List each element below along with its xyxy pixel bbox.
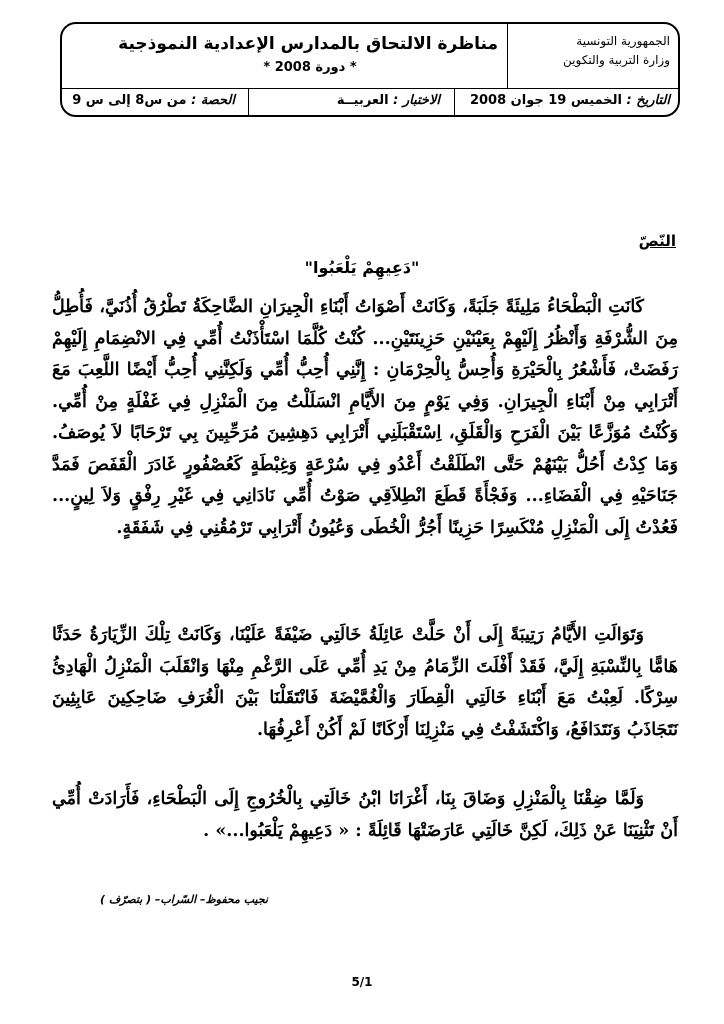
subject-label: الاختبار : — [393, 93, 440, 108]
subject-value: العربيــة — [336, 93, 389, 108]
exam-time — [72, 93, 235, 108]
exam-header — [60, 22, 680, 117]
date-value: الخميس 19 جوان 2008 — [469, 93, 622, 108]
ministry-name: وزارة التربية والتكوين — [563, 53, 670, 67]
text-paragraph: كَانَتِ الْبَطْحَاءُ مَلِيئَةً جَلَبَةً، وَكَانَتْ أَصْوَاتُ أَبْنَاءِ الْجِيرَانِ الضَّاحِكَةُ تَطْرُقُ أُذُنَيَّ، فَأُطِلُّ مِنَ الشُّرْفَةِ وَأَنْظُرُ إِلَيْهِمْ بِعَيْنَيْنِ حَزِينَتَيْنِ... كُنْتُ كُلَّمَا اسْتَأْذَنْتُ أُمِّي فِي الانْضِمَامِ إِلَيْهِمْ رَفَضَتْ، فَأَشْعُرُ بِالْحَيْرَةِ وَأُحِسُّ بِالْحِرْمَانِ : إِنَّنِي أُحِبُّ أُمِّي وَلَكِنَّنِي أُحِبُّ أَيْضًا اللَّعِبَ مَعَ أَتْرَابِي مِنْ أَبْنَاءِ الْجِيرَانِ. وَفِي يَوْمٍ مِنَ الأَيَّامِ انْسَلَلْتُ مِنَ الْمَنْزِلِ فِي غَفْلَةٍ مِنْ أُمِّي. وَكُنْتُ مُوَزَّعًا بَيْنَ الْفَرَحِ وَالْقَلَقِ، اِسْتَقْبَلَنِي أَتْرَابِي دَهِشِينَ مُرَحِّبِينَ بِي تَرْحَابًا لاَ يُوصَفُ. وَمَا كِدْتُ أَحُلُّ بَيْنَهُمْ حَتَّى انْطَلَقْتُ أَعْدُو فِي سُرْعَةٍ وَغِبْطَةٍ كَعُصْفُورٍ غَادَرَ الْقَفَصَ فَمَدَّ جَنَاحَيْهِ فِي الْفَضَاءِ... وَفَجْأَةً قَطَعَ انْطِلاَقِي صَوْتُ أُمِّي نَادَانِي فِي غَيْرِ رِفْقٍ وَلاَ لِينٍ... فَعُدْتُ إِلَى الْمَنْزِلِ مُنْكَسِرًا حَزِينًا أَجُرُّ الْخُطَى وَعُيُونُ أَتْرَابِي تَرْمُقُنِي فِي شَفَقَةٍ. — [52, 297, 678, 538]
header-separator — [507, 24, 508, 88]
date-label: التاريخ : — [626, 93, 670, 108]
section-title: النّصّ — [638, 232, 676, 250]
exam-date — [470, 93, 670, 108]
source-attribution: نجيب محفوظ– السّراب– ( بتصرّف ) — [100, 893, 268, 906]
exam-session: * دورة 2008 * — [263, 60, 357, 75]
page-number: 5/1 — [351, 975, 373, 989]
header-separator — [454, 88, 455, 117]
republic-name: الجمهورية التونسية — [576, 34, 670, 48]
ministry-block — [563, 32, 670, 70]
exam-title: مناظرة الالتحاق بالمدارس الإعدادية النموذجية — [118, 34, 498, 54]
text-title: "دَعِيهِمْ يَلْعَبُوا" — [304, 258, 420, 277]
header-separator — [248, 88, 249, 117]
time-label: الحصة : — [191, 93, 235, 108]
time-value: من س8 إلى س 9 — [72, 93, 187, 108]
header-divider — [62, 88, 678, 89]
text-paragraph: وَتَوَالَتِ الأَيَّامُ رَتِيبَةً إِلَى أَنْ حَلَّتْ عَائِلَةُ خَالَتِي ضَيْفَةً عَلَيْنَا، وَكَانَتْ تِلْكَ الزِّيَارَةُ حَدَثًا هَامًّا بِالنِّسْبَةِ إِلَيَّ، فَقَدْ أَفْلَتَ الزِّمَامُ مِنْ يَدِ أُمِّي عَلَى الرَّغْمِ مِنْهَا وَانْقَلَبَ الْمَنْزِلُ الْهَادِئُ سِرْكًا. لَعِبْتُ مَعَ أَبْنَاءِ خَالَتِي الْقِطَارَ وَالْغُمَّيْضَةَ فَانْتَقَلْنَا بَيْنَ الْغُرَفِ ضَاحِكِينَ عَابِثِينَ نَتَجَاذَبُ وَنَتَدَافَعُ، وَاكْتَشَفْتُ فِي مَنْزِلِنَا أَرْكَانًا لَمْ أَكُنْ أَعْرِفُهَا. — [52, 625, 678, 740]
exam-subject — [337, 93, 440, 108]
text-paragraph: وَلَمَّا ضِقْنَا بِالْمَنْزِلِ وَضَاقَ بِنَا، أَغْرَانَا ابْنُ خَالَتِي بِالْخُرُوجِ إِلَى الْبَطْحَاءِ، فَأَرَادَتْ أُمِّي أَنْ تَثْنِيَنَا عَنْ ذَلِكَ، لَكِنَّ خَالَتِي عَارَضَتْهَا قَائِلَةً : « دَعِيهِمْ يَلْعَبُوا...» . — [52, 789, 678, 841]
